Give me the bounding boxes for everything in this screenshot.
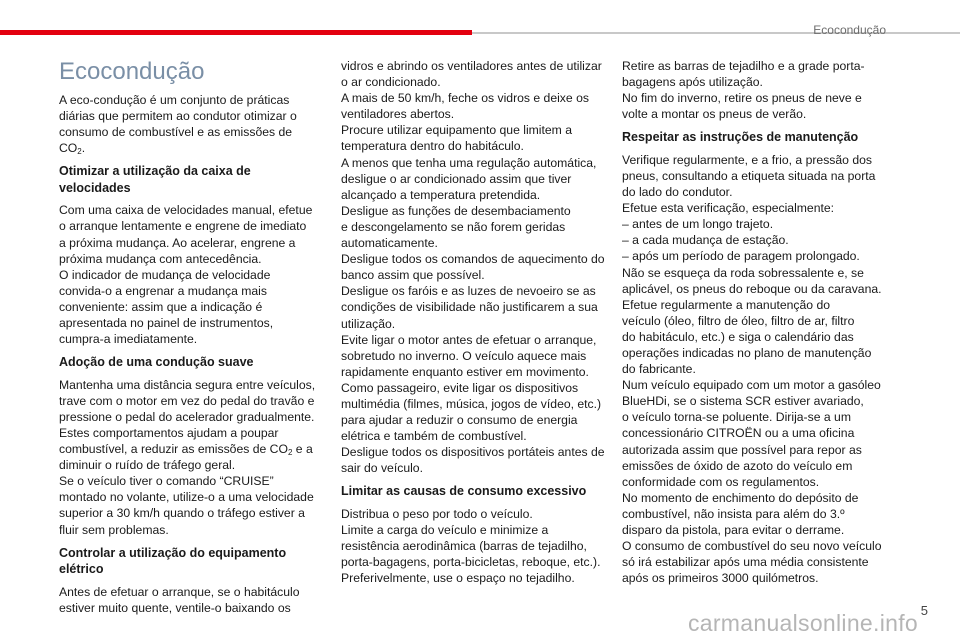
paragraph-excess-consumption: Distribua o peso por todo o veículo. Limite a carga do veículo e minimize a resistência aerodinâmica (barras de tejadilho, porta-bagagens, porta-bicicletas, reboque, etc.). Preferivelmente, use o espaço no tejadilho.: [341, 506, 601, 586]
header-accent-bar: [0, 30, 472, 35]
section-header: Ecocondução: [813, 23, 886, 37]
heading-maintenance: Respeitar as instruções de manutenção: [622, 130, 859, 145]
paragraph-smooth-driving: [59, 377, 321, 538]
heading-smooth-driving: Adoção de uma condução suave: [59, 355, 254, 370]
smooth-driving-text-b: e a diminuir o ruído de tráfego geral. Se o veículo tiver o comando “CRUISE” montado no volante, utilize-o a uma velocidade superior a 30 km/h quando o tráfego estiver a fluir sem problemas.: [59, 442, 314, 537]
column-2: [341, 58, 605, 586]
heading-electrical-equipment: Controlar a utilização do equipamento elétrico: [59, 545, 287, 577]
paragraph-electrical-equipment: Antes de efetuar o arranque, se o habitáculo estiver muito quente, ventile-o baixando os: [59, 584, 300, 615]
heading-excess-consumption: Limitar as causas de consumo excessivo: [341, 484, 587, 499]
paragraph-maintenance: Verifique regularmente, e a frio, a pressão dos pneus, consultando a etiqueta situada na porta do lado do condutor. Efetue esta verificação, especialmente: – antes de um longo trajeto. – a cada mudança de estação. – após um período de paragem prolongado. Não se esqueça da roda sobressalente e, se aplicável, os pneus do reboque ou da caravana. Efetue regularmente a manutenção do veículo (óleo, filtro de óleo, filtro de ar, filtro do habitáculo, etc.) e siga o calendário das operações indicadas no plano de manutenção do fabricante. Num veículo equipado com um motor a gasóleo BlueHDi, se o sistema SCR estiver avariado, o veículo torna-se poluente. Dirija-se a um concessionário CITROËN ou a uma oficina autorizada assim que possível para repor as emissões de óxido de azoto do veículo em conformidade com os regulamentos. No momento de enchimento do depósito de combustível, não insista para além do 3.º disparo da pistola, para evitar o derrame. O consumo de combustível do seu novo veículo só irá estabilizar após uma média consistente após os primeiros 3000 quilómetros.: [622, 152, 882, 586]
smooth-driving-text-a: Mantenha uma distância segura entre veículos, trave com o motor em vez do pedal do travão e pressione o pedal do acelerador gradualmente. Estes comportamentos ajudam a poupar combustível, a reduzir as emissões de CO: [59, 377, 316, 457]
intro-end: .: [81, 141, 86, 156]
co2-subscript: 2: [77, 147, 82, 157]
intro-text: A eco-condução é um conjunto de práticas diárias que permitem ao condutor otimizar o consumo de combustível e as emissões de CO: [59, 93, 297, 156]
paragraph-gearbox: Com uma caixa de velocidades manual, efetue o arranque lentamente e engrene de imediato a próxima mudança. Ao acelerar, engrene a próxima mudança com antecedência. O indicador de mudança de velocidade convida-o a engrenar a mudança mais conveniente: assim que a indicação é apresentada no painel de instrumentos, cumpra-a imediatamente.: [59, 203, 313, 347]
header-rule: [472, 32, 960, 34]
page-number: 5: [920, 603, 928, 618]
column-3: [622, 58, 884, 586]
column-1: [59, 58, 321, 616]
heading-gearbox: Otimizar a utilização da caixa de velocidades: [59, 164, 251, 195]
paragraph-electrical-continued: vidros e abrindo os ventiladores antes de utilizar o ar condicionado. A mais de 50 km/h, feche os vidros e deixe os ventiladores abertos. Procure utilizar equipamento que limitem a temperatura dentro do habitáculo. A menos que tenha uma regulação automática, desligue o ar condicionado assim que tiver alcançado a temperatura pretendida. Desligue as funções de desembaciamento e descongelamento se não forem geridas automaticamente. Desligue todos os comandos de aquecimento do banco assim que possível. Desligue os faróis e as luzes de nevoeiro se as condições de visibilidade não justificarem a sua utilização. Evite ligar o motor antes de efetuar o arranque, sobretudo no inverno. O veículo aquece mais rapidamente enquanto estiver em movimento. Como passageiro, evite ligar os dispositivos multimédia (filmes, música, jogos de vídeo, etc.) para ajudar a reduzir o consumo de energia elétrica e também de combustível. Desligue todos os dispositivos portáteis antes de sair do veículo.: [341, 59, 605, 476]
co2-subscript: 2: [287, 448, 293, 458]
intro-paragraph: [59, 92, 321, 156]
watermark: carmanualsonline.info: [687, 610, 918, 636]
page-title: Ecocondução: [59, 58, 205, 85]
paragraph-roof-bars: Retire as barras de tejadilho e a grade porta- bagagens após utilização. No fim do inverno, retire os pneus de neve e volte a montar os pneus de verão.: [622, 59, 865, 122]
